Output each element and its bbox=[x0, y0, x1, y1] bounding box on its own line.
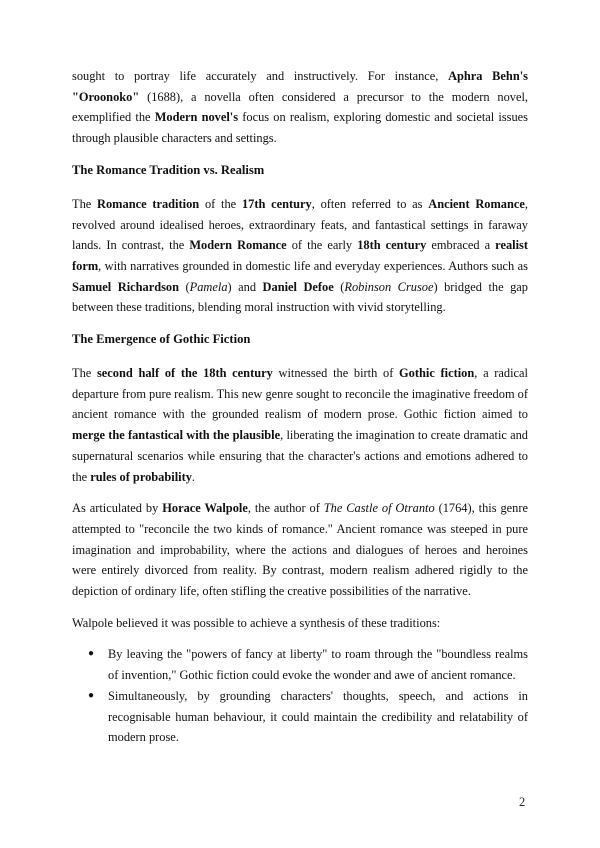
text-run: , the author of bbox=[247, 501, 324, 516]
list-item bbox=[72, 644, 528, 685]
text-run: ( bbox=[179, 279, 190, 294]
bold-18th-century: 18th century bbox=[357, 238, 427, 253]
document-page bbox=[72, 66, 528, 748]
bold-horace-walpole: Horace Walpole bbox=[162, 501, 248, 516]
text-run: , liberating the imagination to create dramatic and supernatural scenarios while ensuring that the character's actions and emotions adhered to the bbox=[72, 428, 528, 484]
text-run: sought to portray life accurately and instructively. For instance, bbox=[72, 69, 449, 83]
text-run: embraced a bbox=[426, 238, 496, 253]
bold-17th-century: 17th century bbox=[241, 196, 312, 211]
italic-robinson-crusoe: Robinson Crusoe bbox=[344, 279, 434, 294]
bold-daniel-defoe: Daniel Defoe bbox=[262, 279, 334, 294]
bold-modern-romance: Modern Romance bbox=[189, 238, 287, 253]
text-run: of the early bbox=[286, 238, 358, 253]
text-run: ) and bbox=[227, 279, 263, 294]
list-item bbox=[72, 686, 528, 748]
text-run: The bbox=[72, 366, 97, 381]
text-run: As articulated by bbox=[72, 501, 163, 516]
text-run: (1688), a novella often considered a precursor to the modern novel, exemplified the bbox=[72, 89, 528, 125]
text-run: witnessed the birth of bbox=[272, 366, 400, 381]
bold-samuel-richardson: Samuel Richardson bbox=[72, 279, 180, 294]
italic-pamela: Pamela bbox=[189, 279, 228, 294]
text-run: ( bbox=[333, 279, 345, 294]
bold-romance-tradition: Romance tradition bbox=[97, 196, 200, 211]
bold-modern-novel: Modern novel's bbox=[154, 110, 239, 125]
bold-rules-of-probability: rules of probability bbox=[90, 469, 192, 484]
list-item-text: By leaving the "powers of fancy at liberty" to roam through the "boundless realms of invention," Gothic fiction could evoke the wonder and awe of ancient romance. bbox=[108, 647, 528, 683]
heading-gothic-fiction: The Emergence of Gothic Fiction bbox=[72, 332, 251, 347]
heading-romance-vs-realism: The Romance Tradition vs. Realism bbox=[72, 162, 265, 177]
italic-castle-of-otranto: The Castle of Otranto bbox=[323, 501, 435, 516]
bold-ancient-romance: Ancient Romance bbox=[428, 196, 525, 211]
bold-merge-fantastical: merge the fantastical with the plausible bbox=[72, 428, 281, 443]
text-run: ) bridged the gap between these traditions, blending moral instruction with vivid storytelling. bbox=[72, 279, 528, 315]
paragraph-synthesis-intro: Walpole believed it was possible to achieve a synthesis of these traditions: bbox=[72, 615, 441, 630]
text-run: . bbox=[191, 469, 196, 484]
text-run: focus on realism, exploring domestic and societal issues through plausible characters and settings. bbox=[72, 110, 528, 146]
text-run: , with narratives grounded in domestic life and everyday experiences. Authors such as bbox=[98, 258, 528, 273]
text-run: , revolved around idealised heroes, extraordinary feats, and fantastical settings in faraway lands. In contrast, the bbox=[72, 196, 528, 253]
bullet-list bbox=[72, 644, 528, 748]
page-number: 2 bbox=[519, 795, 526, 809]
paragraph-gothic-emergence bbox=[72, 363, 528, 487]
text-run: , a radical departure from pure realism. This new genre sought to reconcile the imaginative freedom of ancient romance with the grounded realism of modern prose. Gothic fiction aimed to bbox=[72, 366, 528, 422]
bullet-icon: ● bbox=[88, 689, 95, 701]
text-run: of the bbox=[199, 196, 242, 211]
text-run: (1764), this genre attempted to "reconcile the two kinds of romance." Ancient romance was steeped in pure imagination and improbability, where the actions and dialogues of heroes and heroines were entirely divorced from reality. By contrast, modern realism adhered rigidly to the depiction of ordinary life, often stifling the creative possibilities of the narrative. bbox=[72, 501, 528, 599]
paragraph-romance-tradition bbox=[72, 194, 528, 318]
bullet-icon: ● bbox=[88, 648, 95, 660]
bold-aphra-behn: Aphra Behn's "Oroonoko" bbox=[72, 69, 528, 104]
text-run: The bbox=[72, 196, 98, 211]
bold-realist-form: realist form bbox=[72, 238, 528, 273]
paragraph-walpole bbox=[72, 498, 528, 602]
bold-second-half: second half of the 18th century bbox=[96, 366, 273, 381]
paragraph-oroonoko bbox=[72, 66, 528, 149]
text-run: , often referred to as bbox=[311, 196, 429, 211]
bold-gothic-fiction: Gothic fiction bbox=[399, 366, 475, 381]
list-item-text: Simultaneously, by grounding characters' thoughts, speech, and actions in recognisable human behaviour, it could maintain the credibility and relatability of modern prose. bbox=[108, 688, 528, 745]
